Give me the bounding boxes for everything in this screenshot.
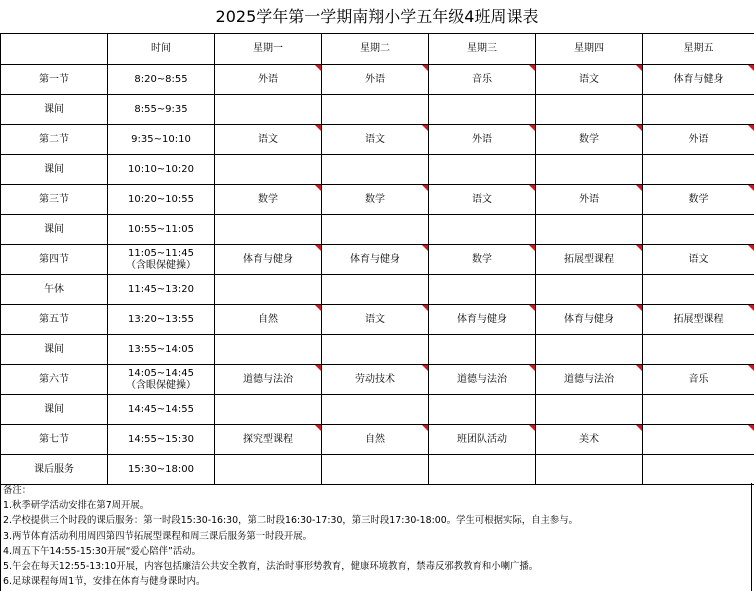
subject-cell[interactable] [643, 95, 754, 125]
time-cell[interactable] [108, 305, 215, 335]
subject-cell[interactable] [643, 335, 754, 365]
period-label-cell[interactable]: 第二节 [1, 125, 108, 155]
time-cell[interactable] [108, 245, 215, 275]
subject-cell[interactable]: 数学 [536, 125, 643, 155]
note-line: 4.周五下午14:55-15:30开展“爱心陪伴”活动。 [3, 545, 201, 557]
subject-cell[interactable]: 语文 [643, 245, 754, 275]
time-range: 11:45~13:20 [127, 283, 194, 295]
subject-cell[interactable]: 数学 [643, 185, 754, 215]
subject-cell[interactable]: 数学 [215, 185, 322, 215]
header-corner-cell[interactable] [1, 34, 108, 65]
time-range: 8:20~8:55 [134, 73, 188, 85]
subject-cell[interactable]: 道德与法治 [429, 365, 536, 395]
table-row [1, 245, 754, 275]
subject-cell[interactable] [536, 335, 643, 365]
subject-cell[interactable] [536, 155, 643, 185]
period-label-cell[interactable]: 课间 [1, 335, 108, 365]
header-cell[interactable]: 星期三 [429, 34, 536, 65]
time-range: 14:55~15:30 [127, 433, 194, 445]
subject-cell[interactable]: 音乐 [429, 65, 536, 95]
table-row [1, 455, 754, 485]
time-range: 10:10~10:20 [127, 163, 194, 175]
subject-cell[interactable] [536, 215, 643, 245]
subject-cell[interactable]: 数学 [429, 245, 536, 275]
period-label-cell[interactable]: 午休 [1, 275, 108, 305]
time-cell[interactable] [108, 395, 215, 425]
time-cell[interactable] [108, 65, 215, 95]
period-label-cell[interactable]: 课间 [1, 395, 108, 425]
note-line: 1.秋季研学活动安排在第7周开展。 [3, 500, 150, 512]
table-row [1, 395, 754, 425]
period-label-cell[interactable]: 课后服务 [1, 455, 108, 485]
subject-cell[interactable] [322, 95, 429, 125]
time-range: 9:35~10:10 [131, 133, 191, 145]
time-cell[interactable] [108, 95, 215, 125]
subject-cell[interactable]: 语文 [536, 65, 643, 95]
subject-cell[interactable] [215, 275, 322, 305]
subject-cell[interactable] [322, 215, 429, 245]
table-row [1, 155, 754, 185]
time-range: 10:20~10:55 [127, 193, 194, 205]
table-row [1, 185, 754, 215]
time-cell[interactable] [108, 335, 215, 365]
subject-cell[interactable] [536, 455, 643, 485]
time-cell[interactable] [108, 365, 215, 395]
time-cell[interactable] [108, 185, 215, 215]
time-cell[interactable] [108, 275, 215, 305]
subject-cell[interactable]: 自然 [215, 305, 322, 335]
subject-cell[interactable] [429, 275, 536, 305]
period-label-cell[interactable]: 课间 [1, 215, 108, 245]
subject-cell[interactable]: 道德与法治 [215, 365, 322, 395]
subject-cell[interactable] [429, 455, 536, 485]
timetable [0, 33, 754, 485]
time-range: 15:30~18:00 [127, 463, 194, 475]
subject-cell[interactable] [643, 395, 754, 425]
subject-cell[interactable]: 音乐 [643, 365, 754, 395]
subject-cell[interactable] [643, 455, 754, 485]
note-line: 3.两节体育活动利用周四第四节拓展型课程和周三课后服务第一时段开展。 [3, 530, 312, 542]
note-line: 6.足球课程每周1节，安排在体育与健身课时内。 [3, 576, 206, 588]
period-label-cell[interactable]: 第七节 [1, 425, 108, 455]
time-range: 11:05~11:45 [127, 247, 194, 259]
period-label-cell[interactable]: 第一节 [1, 65, 108, 95]
subject-cell[interactable]: 班团队活动 [429, 425, 536, 455]
table-row [1, 275, 754, 305]
subject-cell[interactable] [643, 425, 754, 455]
subject-cell[interactable] [322, 155, 429, 185]
subject-cell[interactable]: 美术 [536, 425, 643, 455]
subject-cell[interactable]: 体育与健身 [215, 245, 322, 275]
subject-cell[interactable]: 自然 [322, 425, 429, 455]
time-range: 14:45~14:55 [127, 403, 194, 415]
time-range: 14:05~14:45 [127, 367, 194, 379]
subject-cell[interactable] [322, 395, 429, 425]
table-row [1, 425, 754, 455]
time-cell[interactable] [108, 215, 215, 245]
time-cell[interactable] [108, 425, 215, 455]
table-row [1, 215, 754, 245]
subject-cell[interactable]: 语文 [322, 125, 429, 155]
table-row [1, 65, 754, 95]
note-line: 2.学校提供三个时段的课后服务：第一时段15:30-16:30，第二时段16:30-17:30，第三时段17:30-18:00。学生可根据实际，自主参与。 [3, 515, 578, 527]
subject-cell[interactable]: 体育与健身 [429, 305, 536, 335]
subject-cell[interactable]: 拓展型课程 [536, 245, 643, 275]
header-cell[interactable]: 星期一 [215, 34, 322, 65]
header-cell[interactable]: 星期二 [322, 34, 429, 65]
subject-cell[interactable]: 体育与健身 [322, 245, 429, 275]
period-label-cell[interactable]: 课间 [1, 95, 108, 125]
notes-heading: 备注： [3, 485, 32, 496]
time-note: （含眼保健操） [126, 379, 196, 391]
subject-cell[interactable]: 外语 [429, 125, 536, 155]
time-cell[interactable] [108, 455, 215, 485]
table-row [1, 95, 754, 125]
subject-cell[interactable] [429, 155, 536, 185]
time-range: 8:55~9:35 [134, 103, 188, 115]
note-line: 5.午会在每天12:55-13:10开展，内容包括廉洁公共安全教育，法治时事形势教育，健康环境教育，禁毒反邪教教育和小喇广播。 [3, 561, 539, 573]
header-cell[interactable]: 星期五 [643, 34, 754, 65]
subject-cell[interactable]: 道德与法治 [536, 365, 643, 395]
subject-cell[interactable] [215, 395, 322, 425]
table-row [1, 125, 754, 155]
subject-cell[interactable]: 外语 [215, 65, 322, 95]
subject-cell[interactable]: 语文 [322, 305, 429, 335]
period-label-cell[interactable]: 第四节 [1, 245, 108, 275]
notes-section [0, 483, 752, 591]
subject-cell[interactable] [429, 95, 536, 125]
period-label-cell[interactable]: 第三节 [1, 185, 108, 215]
subject-cell[interactable]: 体育与健身 [536, 305, 643, 335]
subject-cell[interactable] [215, 155, 322, 185]
period-label-cell[interactable]: 第五节 [1, 305, 108, 335]
subject-cell[interactable] [536, 395, 643, 425]
subject-cell[interactable] [643, 155, 754, 185]
subject-cell[interactable]: 语文 [215, 125, 322, 155]
subject-cell[interactable] [643, 215, 754, 245]
subject-cell[interactable] [429, 335, 536, 365]
subject-cell[interactable] [322, 275, 429, 305]
subject-cell[interactable] [429, 395, 536, 425]
subject-cell[interactable]: 数学 [322, 185, 429, 215]
subject-cell[interactable] [215, 95, 322, 125]
time-cell[interactable] [108, 155, 215, 185]
time-range: 13:20~13:55 [127, 313, 194, 325]
table-row [1, 335, 754, 365]
header-cell[interactable]: 时间 [108, 34, 215, 65]
subject-cell[interactable] [322, 455, 429, 485]
subject-cell[interactable] [215, 215, 322, 245]
subject-cell[interactable] [215, 335, 322, 365]
subject-cell[interactable] [643, 275, 754, 305]
subject-cell[interactable] [429, 215, 536, 245]
subject-cell[interactable]: 外语 [643, 125, 754, 155]
subject-cell[interactable] [536, 95, 643, 125]
subject-cell[interactable] [536, 275, 643, 305]
time-range: 13:55~14:05 [127, 343, 194, 355]
subject-cell[interactable]: 外语 [322, 65, 429, 95]
subject-cell[interactable] [215, 455, 322, 485]
page-title: 2025学年第一学期南翔小学五年级4班周课表 [215, 7, 539, 26]
time-range: 10:55~11:05 [127, 223, 194, 235]
subject-cell[interactable]: 外语 [536, 185, 643, 215]
subject-cell[interactable]: 语文 [429, 185, 536, 215]
subject-cell[interactable]: 探究型课程 [215, 425, 322, 455]
period-label-cell[interactable]: 第六节 [1, 365, 108, 395]
table-row [1, 365, 754, 395]
subject-cell[interactable] [322, 335, 429, 365]
header-cell[interactable]: 星期四 [536, 34, 643, 65]
header-row [1, 34, 754, 65]
period-label-cell[interactable]: 课间 [1, 155, 108, 185]
time-note: （含眼保健操） [126, 259, 196, 271]
subject-cell[interactable]: 体育与健身 [643, 65, 754, 95]
table-row [1, 305, 754, 335]
time-cell[interactable] [108, 125, 215, 155]
subject-cell[interactable]: 拓展型课程 [643, 305, 754, 335]
subject-cell[interactable]: 劳动技术 [322, 365, 429, 395]
